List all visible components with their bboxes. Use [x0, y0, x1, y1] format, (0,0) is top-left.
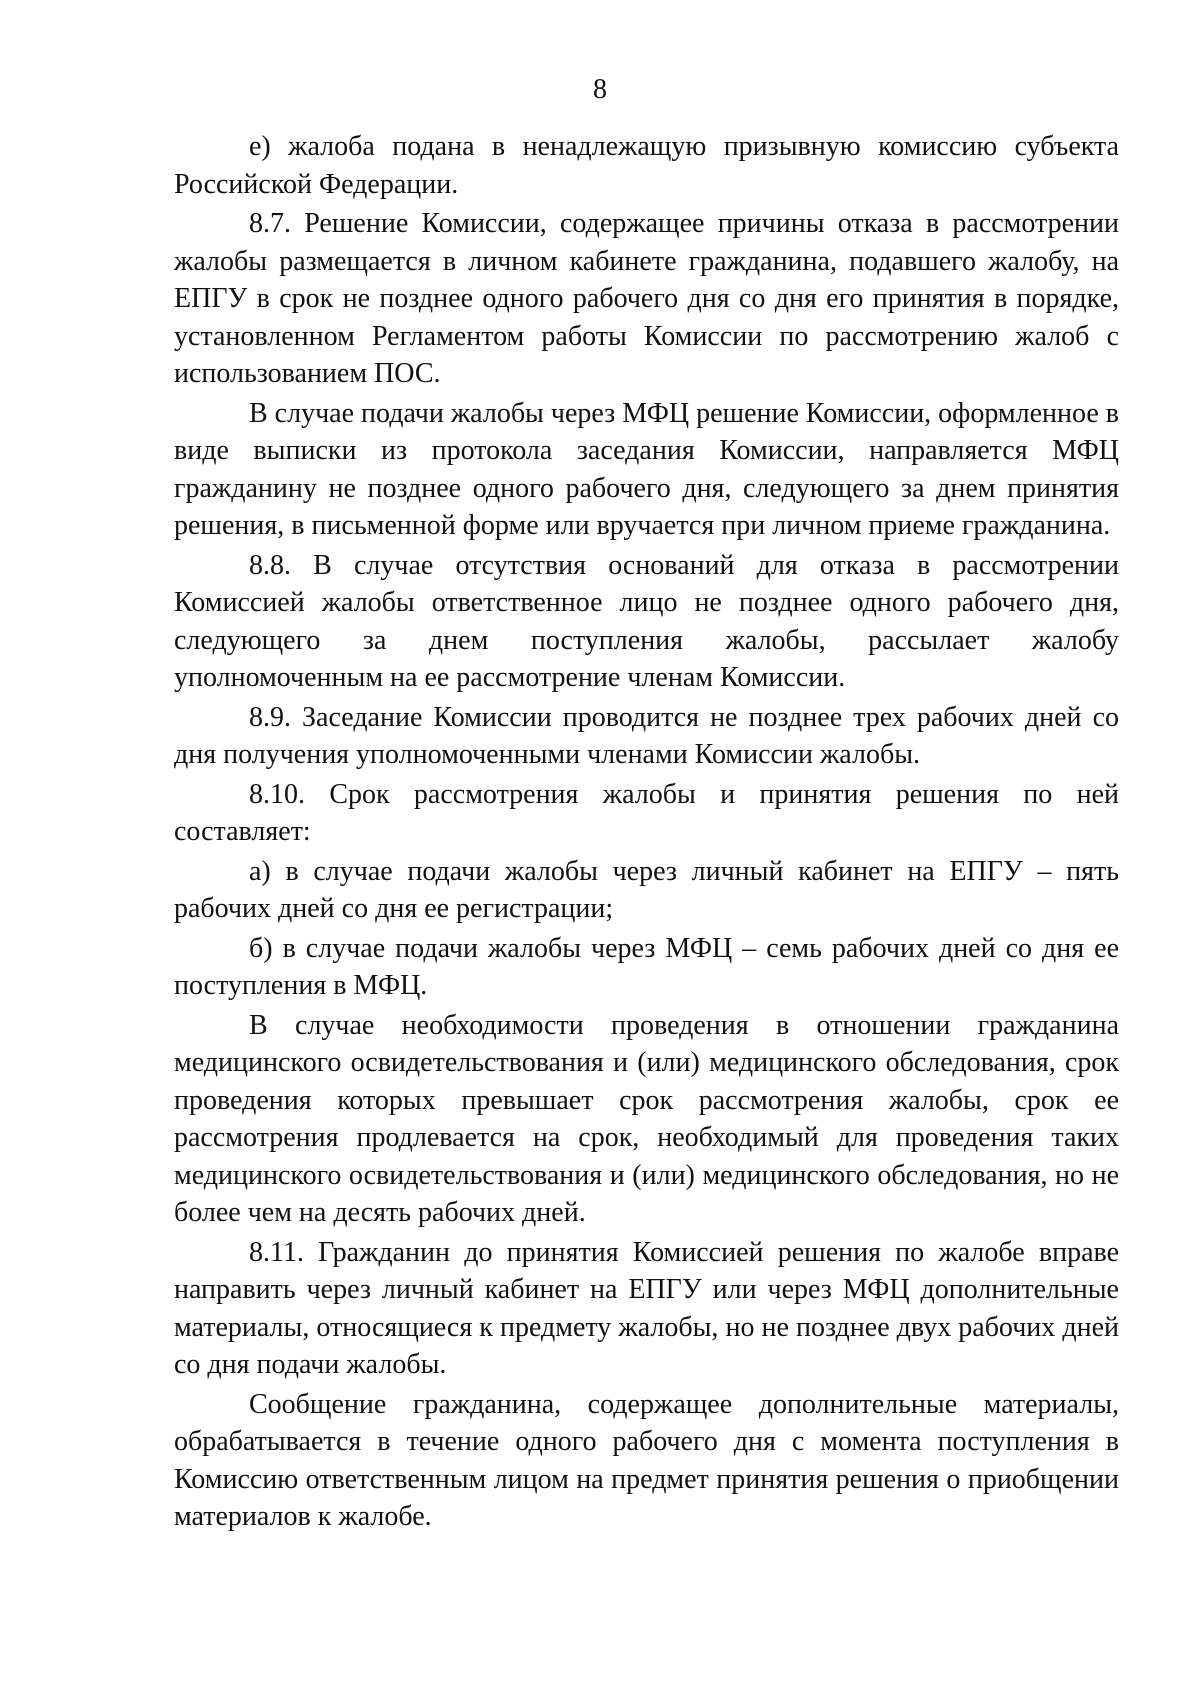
paragraph-item-e: е) жалоба подана в ненадлежащую призывную комиссию субъекта Российской Федерации.: [174, 131, 1119, 200]
paragraph-medical-extension: В случае необходимости проведения в отношении гражданина медицинского освидетельствования и (или) медицинского обследования, срок проведения которых превышает срок рассмотрения жалобы, срок ее рассмотрения продлевается на срок, необходимый для проведения таких медицинского освидетельствования и (или) медицинского обследования, но не более чем на десять рабочих дней.: [174, 1009, 1119, 1228]
paragraph-8-10-b: б) в случае подачи жалобы через МФЦ – семь рабочих дней со дня ее поступления в МФЦ.: [174, 932, 1119, 1001]
paragraph-8-11: 8.11. Гражданин до принятия Комиссией решения по жалобе вправе направить через личный кабинет на ЕПГУ или через МФЦ дополнительные материалы, относящиеся к предмету жалобы, но не позднее двух рабочих дней со дня подачи жалобы.: [174, 1236, 1119, 1380]
paragraph-8-10-a: а) в случае подачи жалобы через личный кабинет на ЕПГУ – пять рабочих дней со дня ее регистрации;: [174, 855, 1119, 924]
paragraph-8-9: 8.9. Заседание Комиссии проводится не позднее трех рабочих дней со дня получения уполномоченными членами Комиссии жалобы.: [174, 701, 1119, 770]
document-body: [174, 128, 1119, 1538]
paragraph-8-7: 8.7. Решение Комиссии, содержащее причины отказа в рассмотрении жалобы размещается в личном кабинете гражданина, подавшего жалобу, на ЕПГУ в срок не позднее одного рабочего дня со дня его принятия в порядке, установленном Регламентом работы Комиссии по рассмотрению жалоб с использованием ПОС.: [174, 208, 1119, 389]
paragraph-8-8: 8.8. В случае отсутствия оснований для отказа в рассмотрении Комиссией жалобы ответственное лицо не позднее одного рабочего дня, следующего за днем поступления жалобы, рассылает жалобу уполномоченным на ее рассмотрение членам Комиссии.: [174, 549, 1119, 693]
paragraph-additional-materials: Сообщение гражданина, содержащее дополнительные материалы, обрабатывается в течение одного рабочего дня с момента поступления в Комиссию ответственным лицом на предмет принятия решения о приобщении материалов к жалобе.: [174, 1388, 1119, 1532]
paragraph-mfc-decision: В случае подачи жалобы через МФЦ решение Комиссии, оформленное в виде выписки из протокола заседания Комиссии, направляется МФЦ гражданину не позднее одного рабочего дня, следующего за днем принятия решения, в письменной форме или вручается при личном приеме гражданина.: [174, 397, 1119, 541]
paragraph-8-10: 8.10. Срок рассмотрения жалобы и принятия решения по ней составляет:: [174, 778, 1119, 847]
page-number: 8: [593, 74, 607, 105]
